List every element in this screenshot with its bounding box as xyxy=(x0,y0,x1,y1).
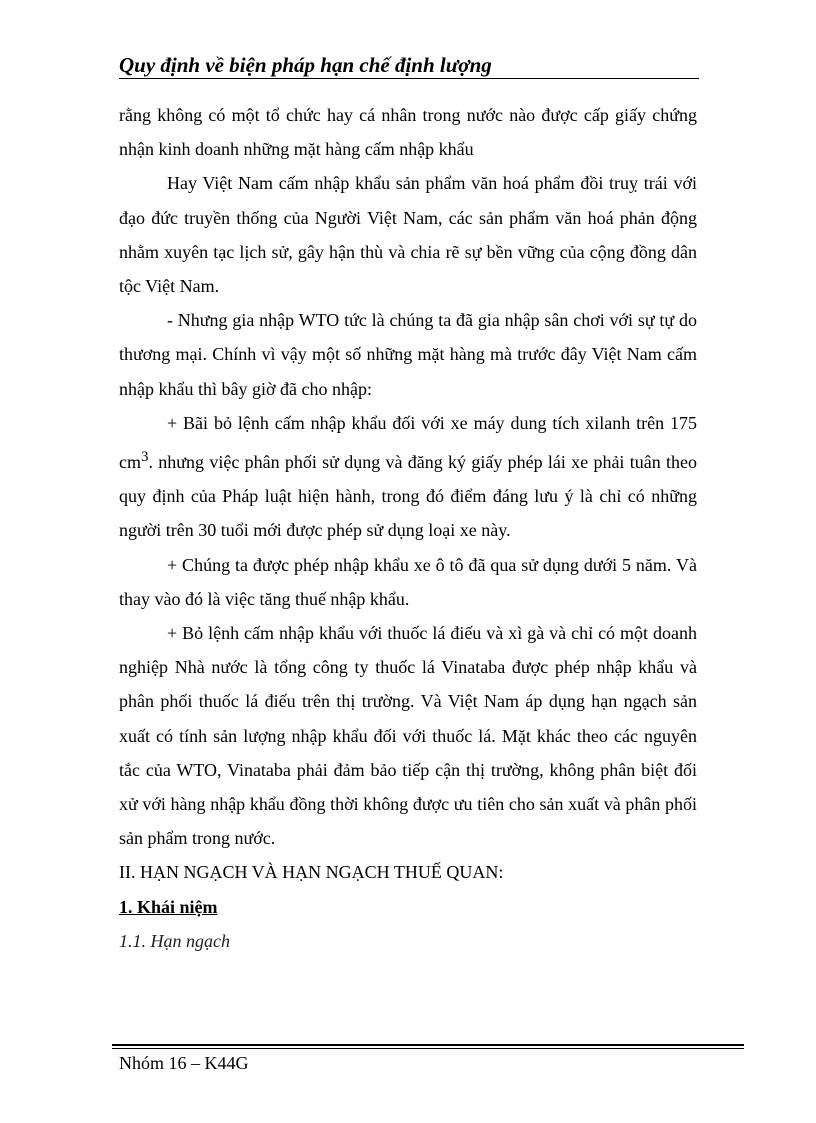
document-body xyxy=(119,98,697,958)
cubic-superscript: 3 xyxy=(141,449,149,466)
paragraph-motorbike xyxy=(119,406,697,548)
paragraph-continuation: rằng không có một tổ chức hay cá nhân trong nước nào được cấp giấy chứng nhận kinh doanh những mặt hàng cấm nhập khẩu xyxy=(119,105,697,160)
page-footer: Nhóm 16 – K44G xyxy=(119,1053,249,1073)
subsection-heading: 1. Khái niệm xyxy=(119,896,218,917)
footer-divider xyxy=(112,1044,744,1049)
header-divider xyxy=(119,78,699,79)
motorbike-text-a: + Bãi bỏ lệnh cấm nhập khẩu đối với xe máy dung tích xilanh trên 175 cm xyxy=(119,412,697,473)
subsubsection-heading: 1.1. Hạn ngạch xyxy=(119,930,230,951)
section-heading: II. HẠN NGẠCH VÀ HẠN NGẠCH THUẾ QUAN: xyxy=(119,862,504,883)
page-header-title: Quy định về biện pháp hạn chế định lượng xyxy=(119,53,492,77)
paragraph-wto-accession: - Nhưng gia nhập WTO tức là chúng ta đã gia nhập sân chơi với sự tự do thương mại. Chính vì vậy một số những mặt hàng mà trước đây Việt Nam cấm nhập khẩu thì bây giờ đã cho nhập: xyxy=(119,310,697,399)
paragraph-cultural-ban: Hay Việt Nam cấm nhập khẩu sản phẩm văn hoá phẩm đồi truỵ trái với đạo đức truyền thống của Người Việt Nam, các sản phẩm văn hoá phản động nhằm xuyên tạc lịch sử, gây hận thù và chia rẽ sự bền vững của cộng đồng dân tộc Việt Nam. xyxy=(119,173,697,297)
paragraph-tobacco: + Bỏ lệnh cấm nhập khẩu với thuốc lá điếu và xì gà và chỉ có một doanh nghiệp Nhà nước là tổng công ty thuốc lá Vinataba được phép nhập khẩu và phân phối thuốc lá điếu trên thị trường. Và Việt Nam áp dụng hạn ngạch sản xuất có tính sản lượng nhập khẩu đối với thuốc lá. Mặt khác theo các nguyên tắc của WTO, Vinataba phải đảm bảo tiếp cận thị trường, không phân biệt đối xử với hàng nhập khẩu đồng thời không được ưu tiên cho sản xuất và phân phối sản phẩm trong nước. xyxy=(119,623,697,849)
paragraph-used-cars: + Chúng ta được phép nhập khẩu xe ô tô đã qua sử dụng dưới 5 năm. Và thay vào đó là việc tăng thuế nhập khẩu. xyxy=(119,554,697,609)
motorbike-text-b: . nhưng việc phân phối sử dụng và đăng ký giấy phép lái xe phải tuân theo quy định của Pháp luật hiện hành, trong đó điểm đáng lưu ý là chỉ có những người trên 30 tuổi mới được phép sử dụng loại xe này. xyxy=(119,452,697,541)
